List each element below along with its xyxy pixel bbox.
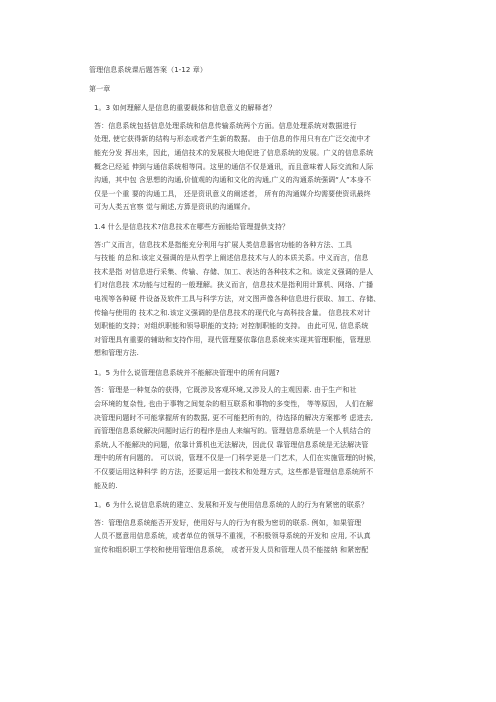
answer-line: 技术是指 对信息进行采集、传输、存储、加工、表达的各种技术之和。该定义强调的是人	[94, 267, 374, 276]
answer-line: 想和管理方法.	[94, 349, 139, 358]
answer-line: 答:广义而言，信息技术是指能充分利用与扩展人类信息器官功能的各种方法、工具	[94, 240, 353, 249]
answer-line: 与技能 的总和.该定义强调的是从哲学上阐述信息技术与人的本质关系。中义而言，信息	[94, 254, 369, 263]
answer-paragraph	[89, 384, 429, 493]
answer-line: 系统,人不能解决的问题，依靠计算机也无法解决，因此仅 靠管理信息系统是无法解决管	[94, 440, 369, 449]
answer-line: 可为人类五官察 觉与阐述,方算是资讯的沟通媒介。	[94, 203, 255, 212]
question-heading: 1。5 为什么说管理信息系统并不能解决管理中的所有问题?	[94, 368, 280, 377]
chapter-heading: 第一章	[89, 84, 111, 93]
answer-line: 电视等各种硬 件设备及软件工具与科学方法，对文图声像各种信息进行获取、加工、存储、	[94, 294, 381, 303]
answer-line: 答：管理信息系统能否开发好，使用好与人的行为有极为密切的联系. 例如，如果管理	[94, 518, 362, 527]
answer-line: 们对信息技 术功能与过程的一般理解。狭义而言，信息技术是指利用计算机、网络、广播	[94, 281, 374, 290]
answer-line: 传输与使用的 技术之和.该定义强调的是信息技术的现代化与高科技含量。 信息技术对计	[94, 308, 371, 317]
answer-line: 答：信息系统包括信息处理系统和信息传输系统两个方面。信息处理系统对数据进行	[94, 121, 357, 130]
answer-line: 概念已经延 伸到与通信系统相等同。这里的通信不仅是通讯，而且意味着人际交流和人际	[94, 162, 374, 171]
answer-line: 理中的所有问题的。 可以说，管理不仅是一门科学更是一门艺术，人们在实施管理的时候，	[94, 454, 381, 463]
answer-paragraph	[89, 517, 429, 558]
answer-line: 仅是一个重 要的沟通工具， 还是资讯意义的阐述者， 所有的沟通媒介均需要使资讯最终	[94, 189, 371, 198]
document-title: 管理信息系统课后题答案（1-12 章）	[89, 66, 208, 74]
answer-line: 会环境的复杂性, 也由于事物之间复杂的相互联系和事物的多变性， 等等原因， 人们在解	[94, 400, 374, 409]
answer-line: 宣传和组织职工学校和使用管理信息系统， 或者开发人员和管理人员不能接纳 和紧密配	[94, 546, 369, 554]
answer-line: 而管理信息系统解决问题时运行的程序是由人来编写的。管理信息系统是一个人机结合的	[94, 427, 371, 436]
answer-line: 处理, 使它获得新的结构与形态或者产生新的数据。 由于信息的作用只有在广泛交流中才	[94, 135, 371, 144]
answer-line: 答：管理是一种复杂的获得，它既涉及客观环境,又涉及人的主观因素. 由于生产和社	[94, 386, 357, 395]
question-heading: 1.4 什么是信息技术?信息技术在哪些方面能给管理提供支持？	[94, 222, 290, 231]
answer-line: 人员不愿意用信息系统，或者单位的领导不重视，不积极领导系统的开发和 应用, 不认真	[94, 532, 371, 541]
answer-line: 沟通，其中包 含思想的沟通,价值观的沟通和文化的沟通,广义的沟通系统强调“人”本身不	[94, 176, 372, 185]
answer-line: 能充分发 挥出来，因此，通信技术的发展极大地促进了信息系统的发展。广义的信息系统	[94, 148, 374, 157]
answer-line: 划职能的支持；对组织职能和领导职能的支持; 对控制职能的支持。 由此可见, 信息系统	[94, 322, 369, 331]
answer-line: 对管理具有重要的辅助和支持作用，现代管理要依靠信息系统来实现其管理职能，管理思	[94, 335, 371, 344]
answer-line: 能及的.	[94, 481, 118, 490]
answer-paragraph	[89, 120, 429, 215]
question-heading: 1。3 如何理解人是信息的重要载体和信息意义的解释者？	[94, 104, 276, 113]
answer-paragraph	[89, 239, 429, 361]
question-heading: 1。6 为什么说信息系统的建立、发展和开发与使用信息系统的人的行为有紧密的联系？	[94, 501, 369, 510]
document-content	[89, 64, 429, 558]
answer-line: 不仅要运用这种科学 的方法，还要运用一套技术和处理方式，这些都是管理信息系统所不	[94, 468, 374, 477]
answer-line: 决管理问题时不可能掌握所有的数据, 更不可能把所有的，待选择的解决方案都考 虑进去,	[94, 413, 374, 422]
